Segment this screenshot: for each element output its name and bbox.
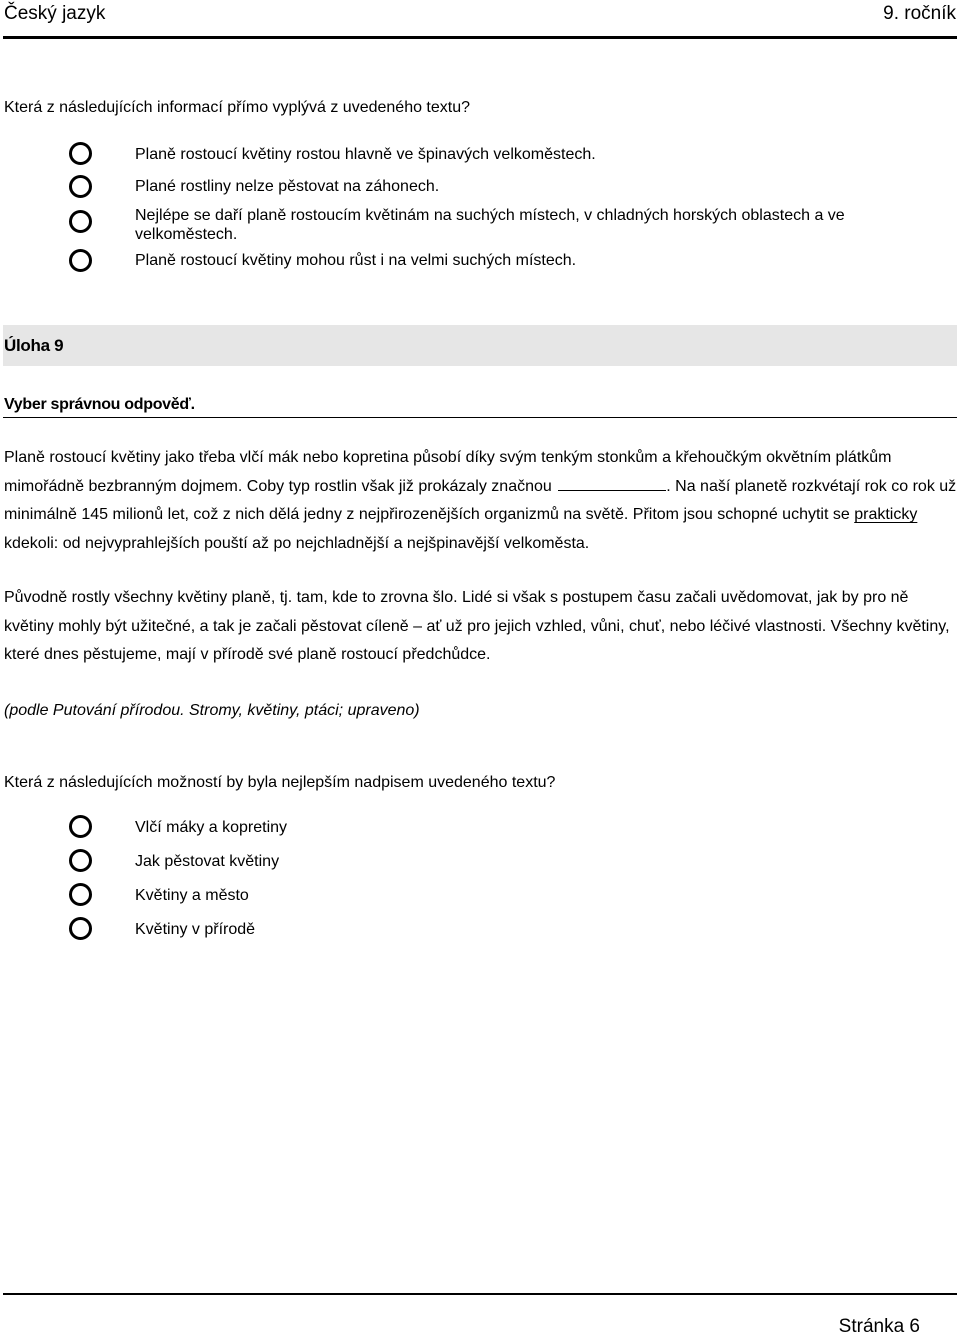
q1-option-4-radio[interactable] bbox=[69, 249, 92, 272]
header-divider bbox=[3, 36, 957, 39]
q2-option-3-radio[interactable] bbox=[69, 883, 92, 906]
task-title: Úloha 9 bbox=[4, 336, 64, 355]
question-2-text: Která z následujících možností by byla nejlepším nadpisem uvedeného textu? bbox=[4, 774, 556, 791]
paragraph-1-part-b: . Na naší planetě rozkvétají rok co rok už minimálně 145 milionů let, což z nich dělá jedny z nejpřirozenějších organizmů na světě. Přitom jsou schopné uchytit se bbox=[4, 477, 957, 523]
task-header-bar bbox=[3, 325, 957, 366]
q2-option-1-radio[interactable] bbox=[69, 815, 92, 838]
article-paragraph-2: Původně rostly všechny květiny planě, tj. tam, kde to zrovna šlo. Lidé si však s postupem času začali uvědomovat, jak by pro ně květiny mohly být užitečné, a tak je začali pěstovat cíleně – ať už pro jejich vzhled, vůni, chuť, nebo léčivé vlastnosti. Všechny květiny, které dnes pěstujeme, mají v přírodě své planě rostoucí předchůdce. bbox=[4, 589, 950, 663]
q2-option-1-label: Vlčí máky a kopretiny bbox=[135, 819, 288, 836]
paragraph-1-part-c: kdekoli: od nejvyprahlejších pouští až po nejchladnější a nejšpinavější velkoměsta. bbox=[4, 534, 590, 552]
q1-option-4-label: Planě rostoucí květiny mohou růst i na velmi suchých místech. bbox=[135, 252, 577, 269]
subject-title: Český jazyk bbox=[4, 3, 106, 24]
fill-blank[interactable] bbox=[558, 476, 666, 491]
paragraph-1-part-a: Planě rostoucí květiny jako třeba vlčí mák nebo kopretina působí díky svým tenkým stonkům a křehoučkým okvětním plátkům mimořádně bezbranným dojmem. Coby typ rostlin však již prokázaly značnou bbox=[4, 449, 892, 495]
q2-option-2-radio[interactable] bbox=[69, 849, 92, 872]
q2-option-3-label: Květiny a město bbox=[135, 887, 249, 904]
q1-option-1-radio[interactable] bbox=[69, 142, 92, 165]
q1-option-1-label: Planě rostoucí květiny rostou hlavně ve špinavých velkoměstech. bbox=[135, 146, 596, 163]
footer-divider bbox=[3, 1293, 957, 1295]
q2-option-2-label: Jak pěstovat květiny bbox=[135, 853, 280, 870]
q2-option-4-radio[interactable] bbox=[69, 917, 92, 940]
grade-label: 9. ročník bbox=[883, 3, 956, 24]
q1-option-3-radio[interactable] bbox=[69, 210, 92, 233]
article-paragraph-1 bbox=[4, 444, 960, 558]
citation: (podle Putování přírodou. Stromy, květiny, ptáci; upraveno) bbox=[4, 702, 420, 719]
q2-option-4-label: Květiny v přírodě bbox=[135, 921, 256, 938]
q1-option-3-label: Nejlépe se daří planě rostoucím květinám na suchých místech, v chladných horských oblastech a ve velkoměstech. bbox=[135, 207, 845, 243]
underlined-word: prakticky bbox=[854, 506, 918, 523]
page-number: Stránka 6 bbox=[838, 1316, 920, 1337]
task-instruction: Vyber správnou odpověď. bbox=[4, 396, 195, 413]
instruction-divider bbox=[3, 417, 957, 418]
q1-option-2-radio[interactable] bbox=[69, 175, 92, 198]
q1-option-2-label: Plané rostliny nelze pěstovat na záhonech. bbox=[135, 178, 440, 195]
question-1-text: Která z následujících informací přímo vyplývá z uvedeného textu? bbox=[4, 99, 471, 116]
